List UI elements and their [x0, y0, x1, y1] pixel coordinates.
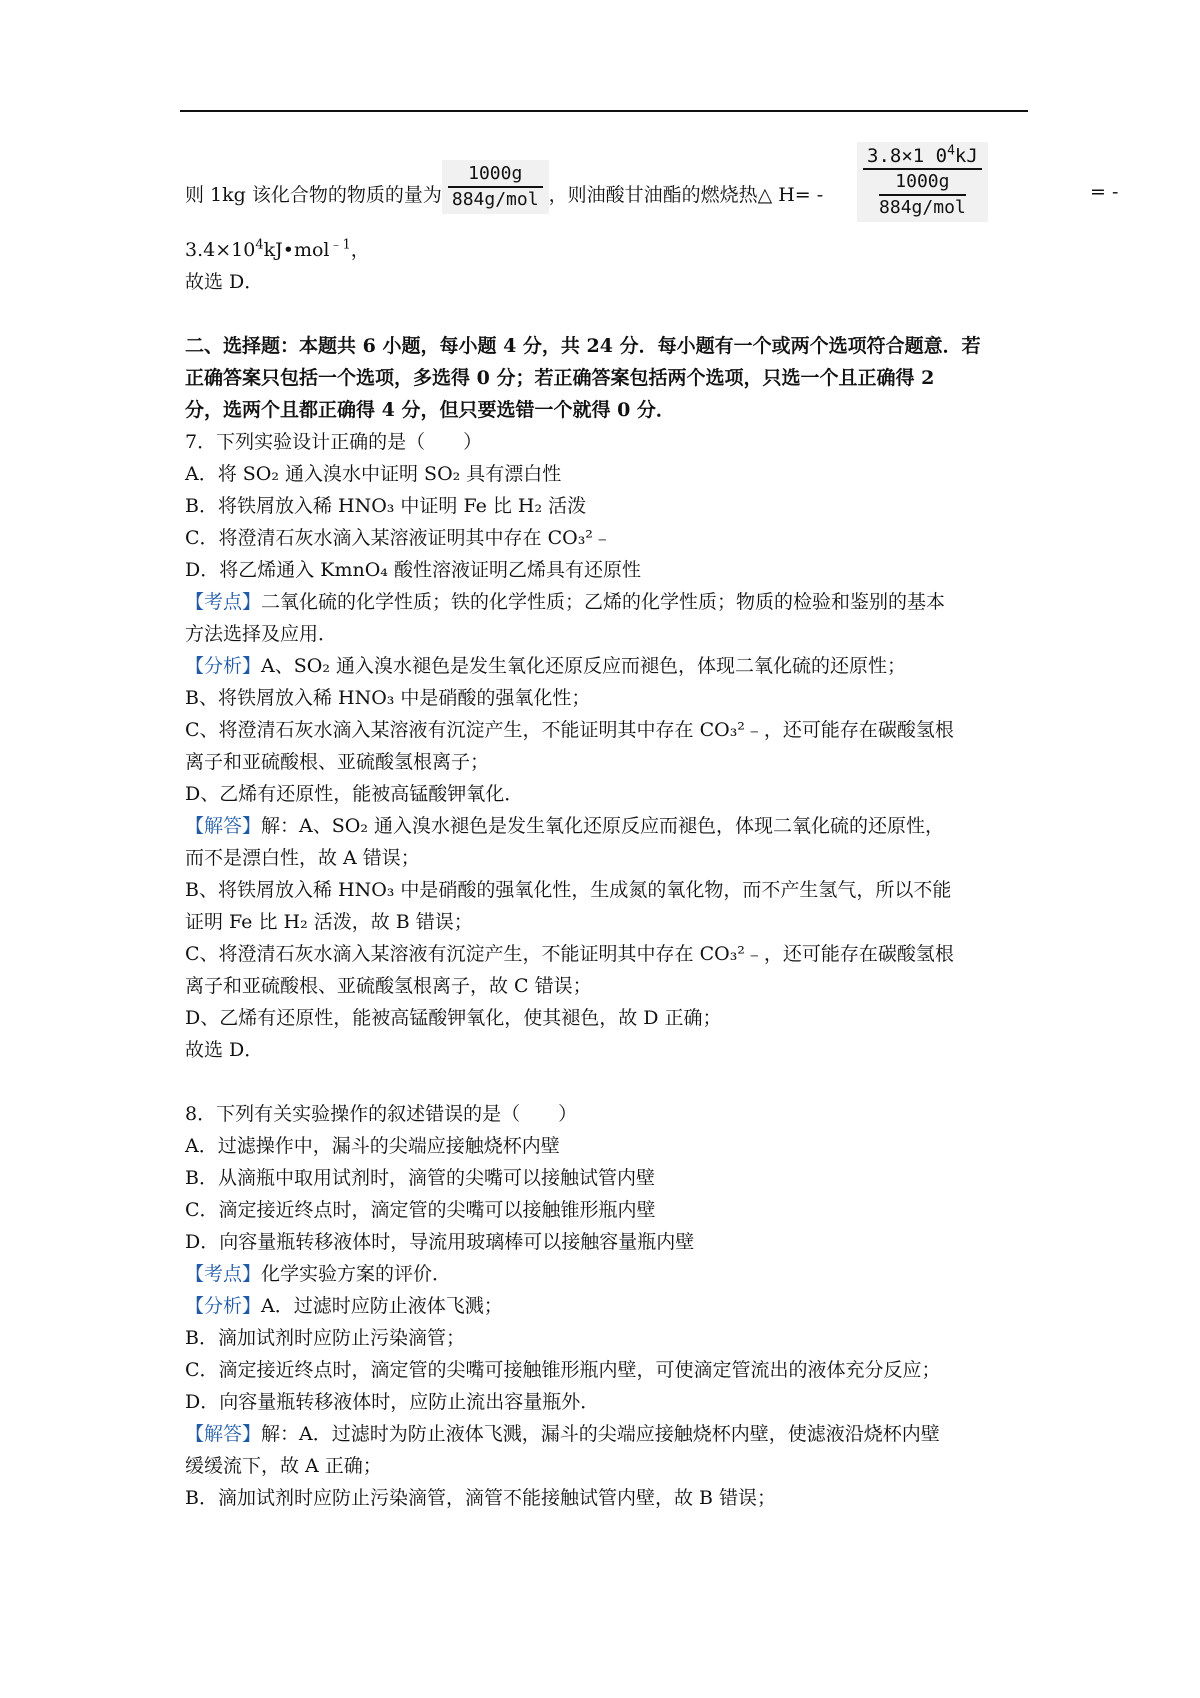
section-heading-line-2: 正确答案只包括一个选项，多选得 0 分；若正确答案包括两个选项，只选一个且正确得 2 [185, 367, 935, 389]
q7-jieda-a-cont: 而不是漂白性，故 A 错误； [185, 847, 420, 869]
kaodian-tag: 【考点】 [185, 1263, 262, 1285]
page-content [185, 143, 1119, 1514]
spacer [185, 298, 1030, 330]
fraction-moles [442, 160, 549, 214]
fenxi-tag: 【分析】 [185, 655, 262, 677]
q7-fenxi-c-cont: 离子和亚硫酸根、亚硫酸氢根离子； [185, 751, 490, 773]
q7-jieda-c-cont: 离子和亚硫酸根、亚硫酸氢根离子，故 C 错误； [185, 975, 592, 997]
q7-jieda-c: C、将澄清石灰水滴入某溶液有沉淀产生，不能证明其中存在 CO₃²﹣，还可能存在碳酸氢根 [185, 943, 954, 965]
q7-fenxi-d: D、乙烯有还原性，能被高锰酸钾氧化． [185, 783, 524, 805]
q8-fenxi-d: D．向容量瓶转移液体时，应防止流出容量瓶外． [185, 1391, 600, 1413]
fraction-enthalpy-denominator [863, 168, 982, 220]
q8-option-c: C．滴定接近终点时，滴定管的尖嘴可以接触锥形瓶内壁 [185, 1199, 656, 1221]
header-rule [180, 110, 1028, 112]
q8-jieda: 【解答】解：A．过滤时为防止液体飞溅，漏斗的尖端应接触烧杯内壁，使滤液沿烧杯内壁 [185, 1423, 940, 1445]
formula-result: $3.4\times 10^4kJ•mol^{﹣1}$， [185, 237, 370, 261]
q7-option-c: C．将澄清石灰水滴入某溶液证明其中存在 CO₃²﹣ [185, 527, 612, 549]
q7-jieda-b-cont: 证明 Fe 比 H₂ 活泼，故 B 错误； [185, 911, 473, 933]
q7-fenxi-b: B、将铁屑放入稀 HNO₃ 中是硝酸的强氧化性； [185, 687, 591, 709]
section-heading-line-1: 二、选择题：本题共 6 小题，每小题 4 分，共 24 分．每小题有一个或两个选项符合题意．若 [185, 335, 981, 357]
q7-fenxi: 【分析】A、SO₂ 通入溴水褪色是发生氧化还原反应而褪色，体现二氧化硫的还原性； [185, 655, 906, 677]
fraction-moles-denominator: 884g/mol [448, 186, 543, 212]
section-heading-line-3: 分，选两个且都正确得 4 分，但只要选错一个就得 0 分． [185, 399, 675, 421]
spacer [185, 1066, 1030, 1098]
q8-option-d: D．向容量瓶转移液体时，导流用玻璃棒可以接触容量瓶内壁 [185, 1231, 695, 1253]
q8-option-b: B．从滴瓶中取用试剂时，滴管的尖嘴可以接触试管内壁 [185, 1167, 655, 1189]
q8-jieda-a-cont: 缓缓流下，故 A 正确； [185, 1455, 382, 1477]
q7-stem: 7．下列实验设计正确的是（ ） [185, 431, 483, 453]
q7-option-b: B．将铁屑放入稀 HNO₃ 中证明 Fe 比 H₂ 活泼 [185, 495, 587, 517]
q7-jieda-b: B、将铁屑放入稀 HNO₃ 中是硝酸的强氧化性，生成氮的氧化物，而不产生氢气，所以不能 [185, 879, 952, 901]
fraction-enthalpy-numerator: 3.8×1 $0^4kJ$ [867, 143, 978, 167]
q8-fenxi-c: C．滴定接近终点时，滴定管的尖嘴可接触锥形瓶内壁，可使滴定管流出的液体充分反应； [185, 1359, 941, 1381]
inner-fraction [879, 170, 966, 220]
jieda-tag: 【解答】 [185, 1423, 262, 1445]
fraction-moles-numerator: 1000g [468, 163, 523, 184]
formula-text-2: ，则油酸甘油酯的燃烧热△ H= - [548, 184, 824, 206]
q8-stem: 8．下列有关实验操作的叙述错误的是（ ） [185, 1103, 578, 1125]
jieda-tag: 【解答】 [185, 815, 262, 837]
prev-answer: 故选 D． [185, 271, 264, 293]
q8-kaodian: 【考点】化学实验方案的评价． [185, 1263, 452, 1285]
q8-fenxi: 【分析】A．过滤时应防止液体飞溅； [185, 1295, 503, 1317]
q7-jieda-d: D、乙烯有还原性，能被高锰酸钾氧化，使其褪色，故 D 正确； [185, 1007, 722, 1029]
q7-jieda: 【解答】解：A、SO₂ 通入溴水褪色是发生氧化还原反应而褪色，体现二氧化硫的还原性， [185, 815, 944, 837]
kaodian-tag: 【考点】 [185, 591, 262, 613]
q7-kaodian-cont: 方法选择及应用． [185, 623, 338, 645]
inner-fraction-denominator: 884g/mol [879, 194, 966, 220]
fenxi-tag: 【分析】 [185, 1295, 262, 1317]
q8-fenxi-b: B．滴加试剂时应防止污染滴管； [185, 1327, 465, 1349]
q7-answer: 故选 D． [185, 1039, 264, 1061]
q7-option-a: A．将 SO₂ 通入溴水中证明 SO₂ 具有漂白性 [185, 463, 562, 485]
formula-text-1: 则 1kg 该化合物的物质的量为 [185, 184, 442, 206]
q8-jieda-b: B．滴加试剂时应防止污染滴管，滴管不能接触试管内壁，故 B 错误； [185, 1487, 777, 1509]
q7-kaodian: 【考点】二氧化硫的化学性质；铁的化学性质；乙烯的化学性质；物质的检验和鉴别的基本 [185, 591, 946, 613]
formula-line [185, 143, 1119, 234]
inner-fraction-numerator: 1000g [895, 171, 950, 192]
q7-fenxi-c: C、将澄清石灰水滴入某溶液有沉淀产生，不能证明其中存在 CO₃²﹣，还可能存在碳酸氢根 [185, 719, 954, 741]
fraction-enthalpy [857, 142, 988, 222]
formula-equals: = - [1090, 181, 1119, 203]
q7-option-d: D．将乙烯通入 KmnO₄ 酸性溶液证明乙烯具有还原性 [185, 559, 641, 581]
q8-option-a: A．过滤操作中，漏斗的尖端应接触烧杯内壁 [185, 1135, 560, 1157]
